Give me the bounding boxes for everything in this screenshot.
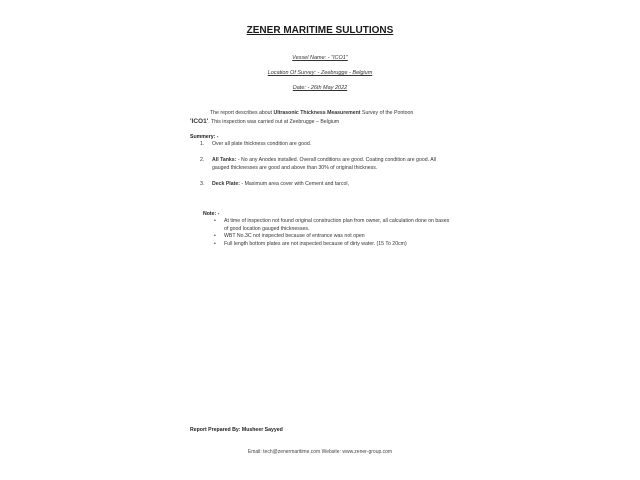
note-text: Full length bottom plates are not inspected because of dirty water. (15 To 20cm) <box>224 240 407 247</box>
item-label: Deck Plate: <box>212 181 240 187</box>
summary-heading: Summery: - <box>190 134 219 140</box>
summary-item <box>200 181 450 189</box>
bullet-icon: • <box>214 240 216 247</box>
item-label: All Tanks: <box>212 157 237 163</box>
note-text: WBT No.3C not inspected because of entrance was not open <box>224 233 365 239</box>
survey-location: Location Of Survey: - Zeebrugge - Belgium <box>267 70 373 76</box>
intro-bold: Ultrasonic Thickness Measurement <box>273 110 361 116</box>
prepared-by: Report Prepared By: Musheer Sayyed <box>190 427 283 433</box>
note-item <box>214 218 454 233</box>
summary-item <box>200 157 450 172</box>
bullet-icon: • <box>214 218 216 224</box>
notes-list <box>214 218 454 248</box>
bullet-icon: • <box>214 233 216 239</box>
vessel-name: Vessel Name: - "ICO1" <box>292 55 348 61</box>
survey-date: Date: - 26th May 2022 <box>292 85 348 91</box>
item-text: - Maximum area cover with Cement and tarcol, <box>239 181 349 187</box>
company-title: ZENER MARITIME SULUTIONS <box>246 25 394 36</box>
note-text: At time of inspection not found original construction plan from owner, all calculation done on bases of good location gauged thicknesses. <box>224 218 450 232</box>
note-item <box>214 233 454 241</box>
contact-footer: Email: tech@zenermaritime.com Website: www.zener-group.com <box>247 449 393 455</box>
intro-pre: The report describes about <box>210 110 272 116</box>
summary-item <box>200 141 450 149</box>
item-number: 2. <box>200 157 205 163</box>
item-text: - No any Anodes installed. Overall conditions are good. Coating condition are good. All gauged thicknesses are good and above than 30% of original thickness. <box>212 157 436 171</box>
intro-paragraph <box>190 110 440 126</box>
notes-heading: Note: - <box>203 211 220 217</box>
intro-post: . This inspection was carried out at Zeebrugge – Belgium <box>208 118 340 125</box>
note-item <box>214 241 454 249</box>
intro-vessel: 'ICO1' <box>190 117 209 125</box>
item-number: 3. <box>200 181 205 187</box>
item-text: Over all plate thickness condition are good. <box>212 141 312 147</box>
intro-mid: Survey of the Pontoon <box>361 110 414 116</box>
item-number: 1. <box>200 141 205 147</box>
